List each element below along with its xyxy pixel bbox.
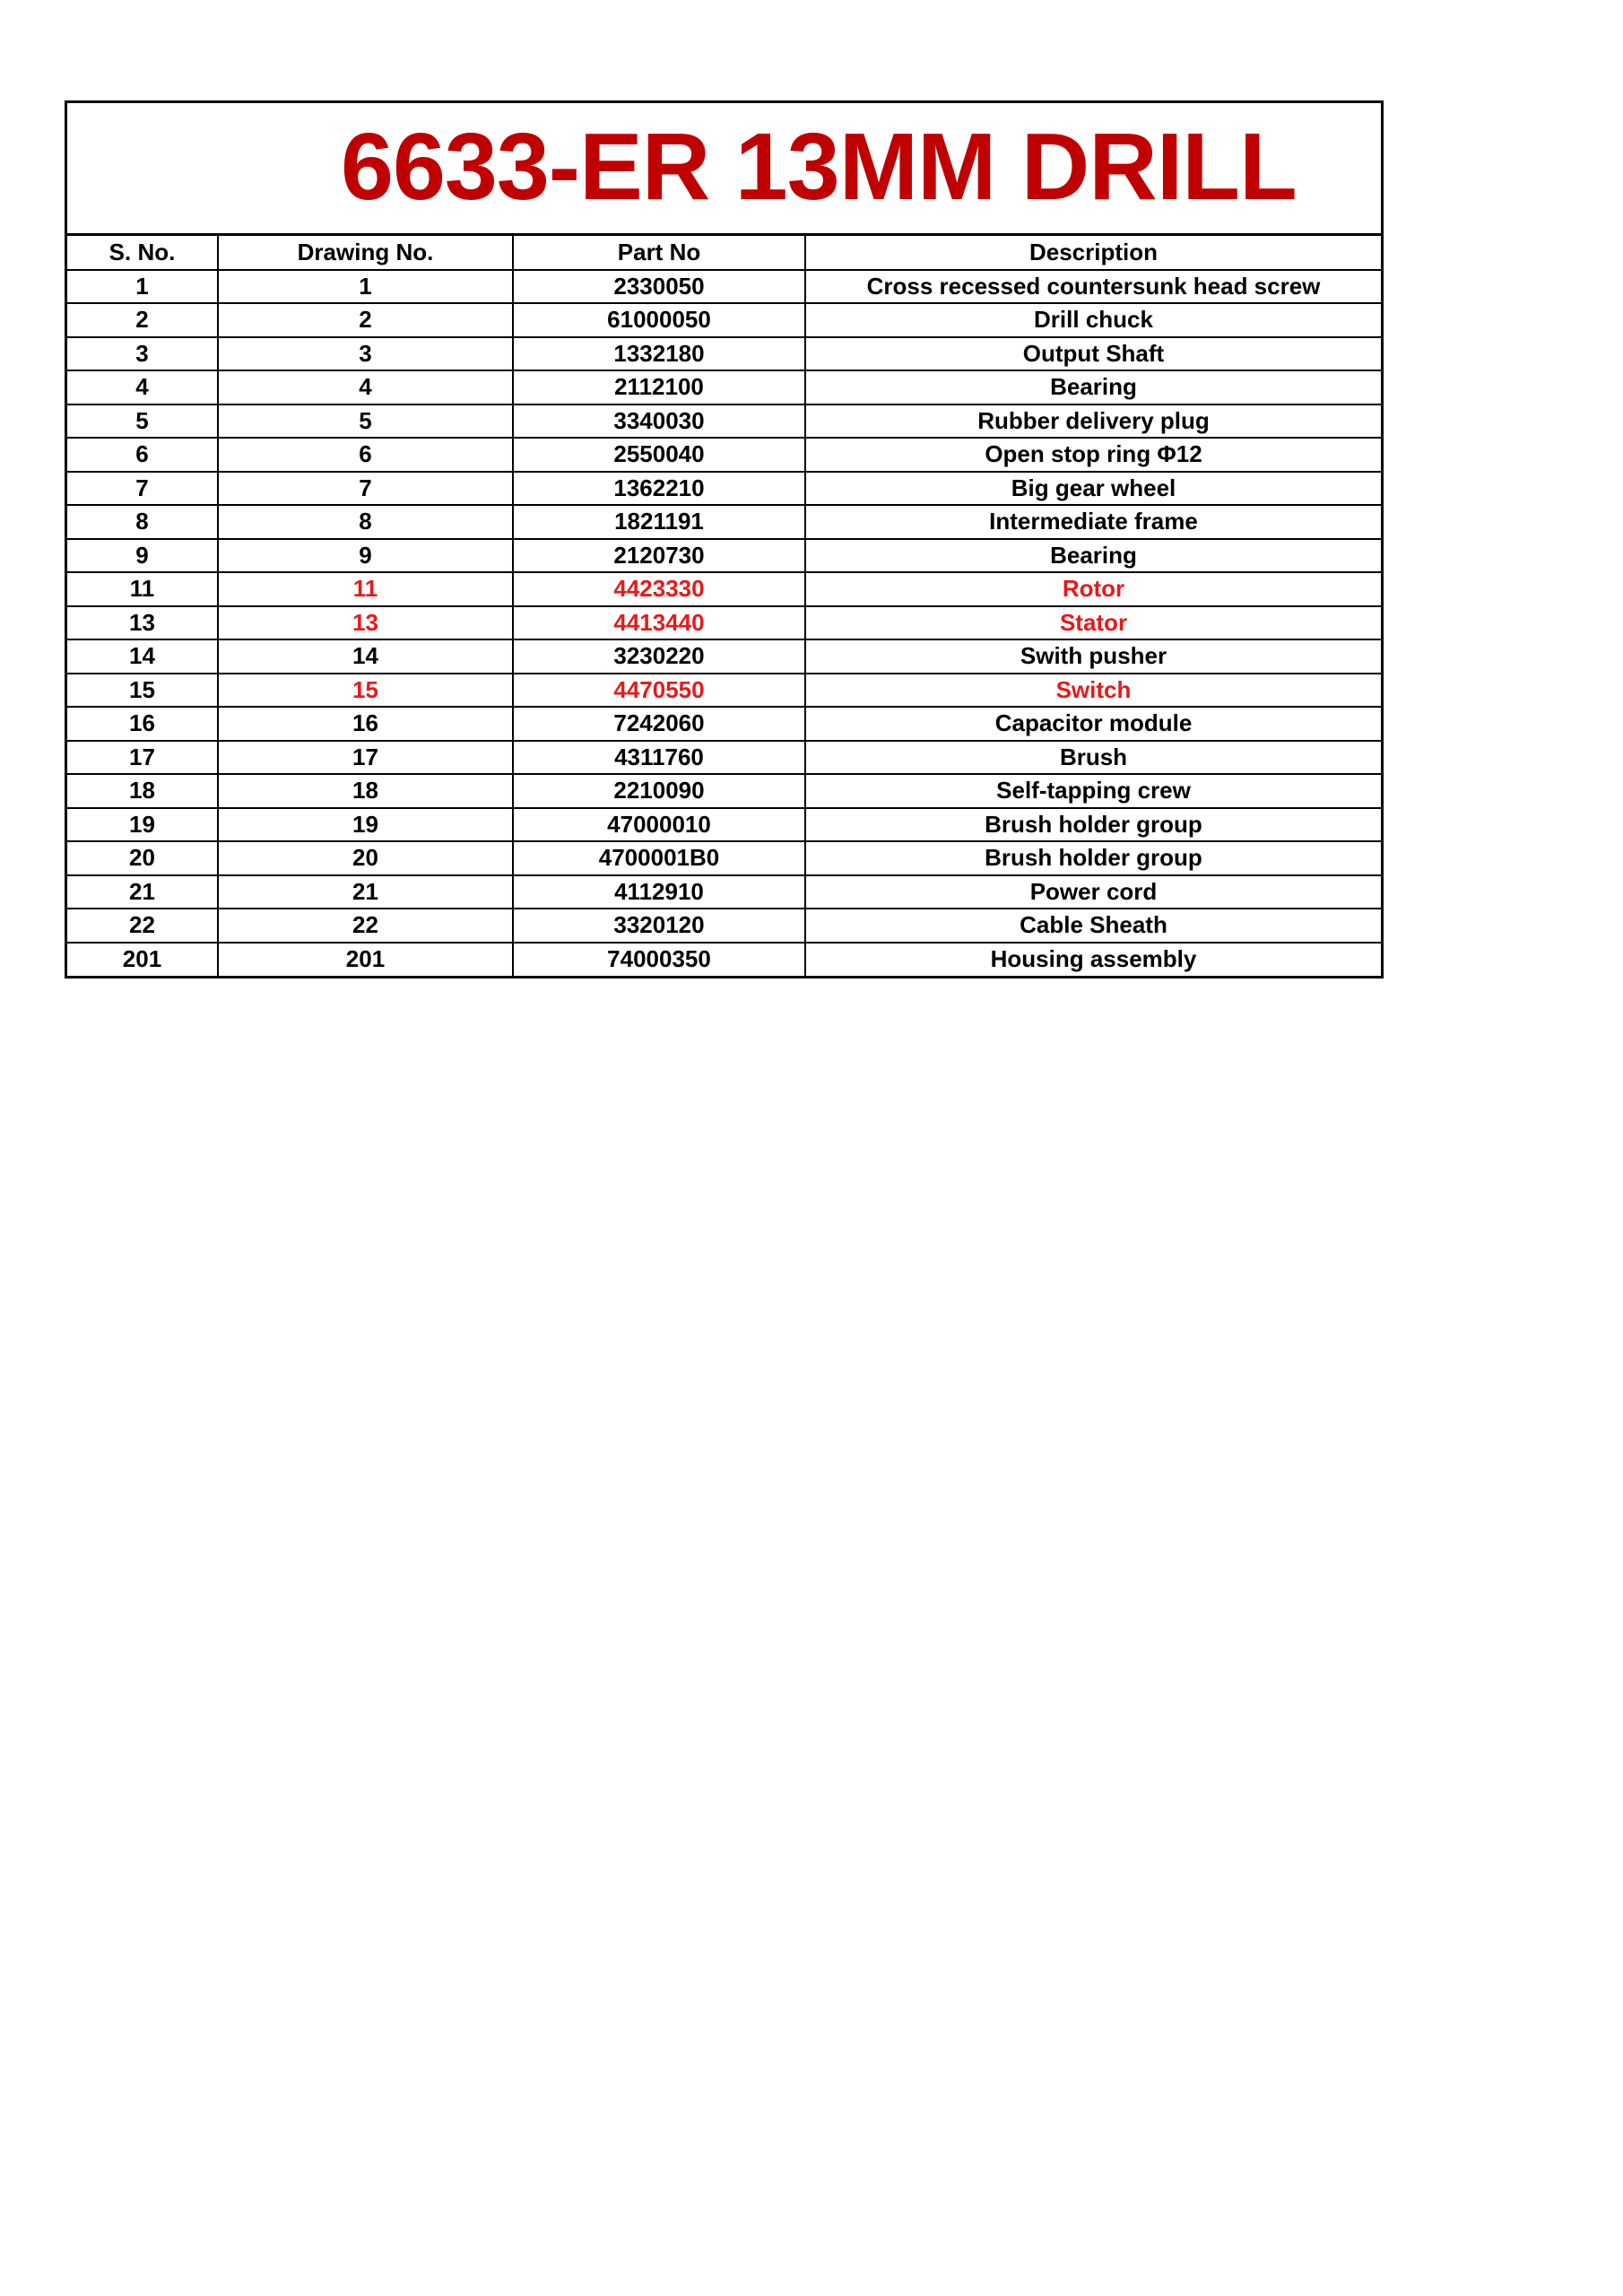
table-row (67, 606, 1381, 640)
cell-sno: 4 (67, 370, 218, 404)
cell-drawing-no: 18 (218, 774, 513, 808)
cell-sno: 2 (67, 303, 218, 337)
header-drawing-no: Drawing No. (218, 236, 513, 270)
cell-sno: 201 (67, 943, 218, 977)
cell-description: Intermediate frame (805, 505, 1381, 539)
cell-part-no: 4423330 (513, 572, 805, 606)
cell-description: Output Shaft (805, 337, 1381, 371)
cell-description: Rubber delivery plug (805, 404, 1381, 439)
cell-drawing-no: 15 (218, 674, 513, 708)
cell-description: Cable Sheath (805, 909, 1381, 943)
cell-drawing-no: 11 (218, 572, 513, 606)
cell-part-no: 2210090 (513, 774, 805, 808)
cell-sno: 9 (67, 539, 218, 573)
cell-sno: 6 (67, 438, 218, 472)
cell-part-no: 7242060 (513, 707, 805, 741)
cell-part-no: 3340030 (513, 404, 805, 439)
cell-sno: 14 (67, 639, 218, 674)
cell-sno: 21 (67, 875, 218, 909)
cell-part-no: 4700001B0 (513, 841, 805, 875)
table-row (67, 639, 1381, 674)
document-title: 6633-ER 13MM DRILL (341, 114, 1297, 220)
table-row (67, 943, 1381, 977)
cell-description: Big gear wheel (805, 472, 1381, 506)
cell-part-no: 2550040 (513, 438, 805, 472)
table-row (67, 841, 1381, 875)
cell-drawing-no: 19 (218, 808, 513, 842)
parts-table (67, 236, 1381, 976)
cell-drawing-no: 22 (218, 909, 513, 943)
table-row (67, 337, 1381, 371)
table-row (67, 270, 1381, 304)
table-row (67, 808, 1381, 842)
cell-sno: 1 (67, 270, 218, 304)
cell-drawing-no: 20 (218, 841, 513, 875)
cell-sno: 11 (67, 572, 218, 606)
cell-part-no: 47000010 (513, 808, 805, 842)
table-row (67, 741, 1381, 775)
cell-drawing-no: 16 (218, 707, 513, 741)
cell-drawing-no: 13 (218, 606, 513, 640)
table-row (67, 774, 1381, 808)
cell-drawing-no: 1 (218, 270, 513, 304)
table-row (67, 539, 1381, 573)
table-row (67, 303, 1381, 337)
table-row (67, 909, 1381, 943)
table-row (67, 875, 1381, 909)
cell-description: Brush holder group (805, 841, 1381, 875)
cell-description: Housing assembly (990, 945, 1197, 973)
cell-drawing-no: 4 (218, 370, 513, 404)
cell-description: Capacitor module (805, 707, 1381, 741)
cell-sno: 19 (67, 808, 218, 842)
cell-sno: 5 (67, 404, 218, 439)
table-row (67, 505, 1381, 539)
parts-sheet (65, 100, 1384, 978)
cell-sno: 15 (67, 674, 218, 708)
cell-drawing-no: 7 (218, 472, 513, 506)
cell-description: Cross recessed countersunk head screw (805, 270, 1381, 304)
table-row (67, 472, 1381, 506)
header-sno: S. No. (67, 236, 218, 270)
cell-part-no: 4413440 (513, 606, 805, 640)
cell-part-no: 74000350 (513, 943, 805, 977)
cell-part-no: 3230220 (513, 639, 805, 674)
cell-description: Open stop ring Φ12 (805, 438, 1381, 472)
cell-drawing-no: 2 (218, 303, 513, 337)
table-row (67, 438, 1381, 472)
cell-drawing-no: 201 (218, 943, 513, 977)
table-body (67, 270, 1381, 977)
cell-drawing-no: 3 (218, 337, 513, 371)
cell-part-no: 4112910 (513, 875, 805, 909)
table-row (67, 707, 1381, 741)
cell-description: Brush holder group (805, 808, 1381, 842)
cell-part-no: 2112100 (513, 370, 805, 404)
cell-description: Self-tapping crew (805, 774, 1381, 808)
cell-description: Bearing (805, 370, 1381, 404)
cell-drawing-no: 17 (218, 741, 513, 775)
cell-part-no: 2120730 (513, 539, 805, 573)
cell-sno: 18 (67, 774, 218, 808)
cell-sno: 3 (67, 337, 218, 371)
cell-part-no: 1821191 (513, 505, 805, 539)
cell-sno: 16 (67, 707, 218, 741)
cell-part-no: 61000050 (513, 303, 805, 337)
cell-drawing-no: 21 (218, 875, 513, 909)
cell-part-no: 4311760 (513, 741, 805, 775)
cell-description: Bearing (805, 539, 1381, 573)
cell-part-no: 1332180 (513, 337, 805, 371)
cell-description: Power cord (805, 875, 1381, 909)
cell-sno: 8 (67, 505, 218, 539)
cell-description: Stator (805, 606, 1381, 640)
cell-drawing-no: 6 (218, 438, 513, 472)
cell-drawing-no: 5 (218, 404, 513, 439)
title-cell (67, 103, 1381, 236)
cell-part-no: 4470550 (513, 674, 805, 708)
cell-part-no: 3320120 (513, 909, 805, 943)
cell-sno: 13 (67, 606, 218, 640)
cell-sno: 7 (67, 472, 218, 506)
table-row (67, 404, 1381, 439)
header-part-no: Part No (513, 236, 805, 270)
header-description: Description (805, 236, 1381, 270)
table-row (67, 674, 1381, 708)
cell-description: Drill chuck (805, 303, 1381, 337)
cell-sno: 20 (67, 841, 218, 875)
cell-description: Switch (805, 674, 1381, 708)
header-row (67, 236, 1381, 270)
cell-drawing-no: 9 (218, 539, 513, 573)
cell-drawing-no: 14 (218, 639, 513, 674)
table-row (67, 572, 1381, 606)
cell-description: Swith pusher (805, 639, 1381, 674)
cell-description: Brush (805, 741, 1381, 775)
cell-part-no: 2330050 (513, 270, 805, 304)
cell-description: Rotor (805, 572, 1381, 606)
cell-sno: 17 (67, 741, 218, 775)
table-header (67, 236, 1381, 270)
cell-part-no: 1362210 (513, 472, 805, 506)
cell-sno: 22 (67, 909, 218, 943)
cell-drawing-no: 8 (218, 505, 513, 539)
table-row (67, 370, 1381, 404)
